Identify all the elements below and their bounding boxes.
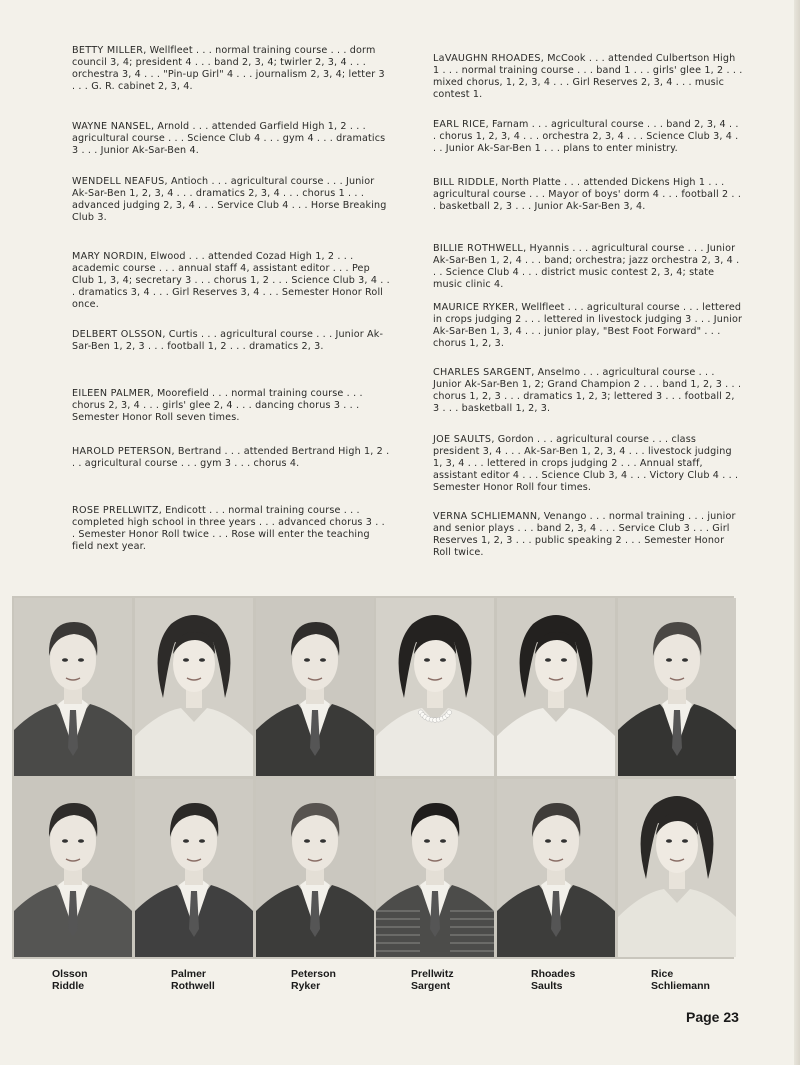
biography-entry <box>433 367 743 415</box>
student-name: WENDELL NEAFUS <box>72 176 165 187</box>
biography-entry <box>433 53 743 101</box>
biography-entry <box>433 511 743 559</box>
student-name: EARL RICE <box>433 119 486 130</box>
biography-entry <box>433 302 743 350</box>
student-portrait <box>14 779 132 957</box>
student-portrait <box>497 779 615 957</box>
caption-name: Schliemann <box>651 980 710 992</box>
student-portrait <box>376 779 494 957</box>
portrait-caption <box>52 968 88 992</box>
caption-name: Rice <box>651 968 674 980</box>
student-name: MARY NORDIN <box>72 251 144 262</box>
student-name: VERNA SCHLIEMANN <box>433 511 538 522</box>
student-name: BETTY MILLER <box>72 45 144 56</box>
student-portrait <box>618 779 736 957</box>
caption-name: Ryker <box>291 980 321 992</box>
student-portrait <box>256 779 374 957</box>
student-activities: , Bertrand . . . attended Bertrand High 1, 2 . . . agricultural course . . . gym 3 . . . chorus 4. <box>72 446 390 469</box>
student-name: WAYNE NANSEL <box>72 121 151 132</box>
portrait-caption <box>651 968 710 992</box>
student-name: HAROLD PETERSON <box>72 446 172 457</box>
student-activities: , McCook . . . attended Culbertson High 1 . . . normal training course . . . band 1 . . . girls' glee 1, 2 . . . mixed chorus, 1, 2, 3, 4 . . . Girl Reserves 2, 3, 4 . . . music contest 1. <box>433 53 743 100</box>
biography-entry <box>433 434 743 494</box>
student-activities: , Gordon . . . agricultural course . . . class president 3, 4 . . . Ak-Sar-Ben 1, 2, 3, 4 . . . livestock judging 1, 3, 4 . . . lettered in crops judging 2 . . . Annual staff, assistant editor 4 . . . Science Club 3, 4 . . . Victory Club 4 . . . Semester Honor Roll four times. <box>433 434 739 493</box>
caption-name: Palmer <box>171 968 207 980</box>
student-name: BILLIE ROTHWELL <box>433 243 524 254</box>
page-number: Page 23 <box>686 1009 739 1025</box>
student-portrait <box>376 598 494 776</box>
student-activities: , Endicott . . . normal training course . . . completed high school in three years . . . advanced chorus 3 . . . Semester Honor Roll twice . . . Rose will enter the teaching field next year. <box>72 505 385 552</box>
student-activities: , Curtis . . . agricultural course . . . Junior Ak-Sar-Ben 1, 2, 3 . . . football 1, 2 . . . dramatics 2, 3. <box>72 329 384 352</box>
student-name: JOE SAULTS <box>433 434 492 445</box>
biography-entry <box>72 505 390 553</box>
caption-name: Riddle <box>52 980 85 992</box>
portrait-caption <box>531 968 575 992</box>
caption-name: Olsson <box>52 968 88 980</box>
caption-name: Saults <box>531 980 563 992</box>
caption-name: Prellwitz <box>411 968 454 980</box>
student-activities: , Wellfleet . . . agricultural course . . . lettered in crops judging 2 . . . lettered in livestock judging 3 . . . Junior Ak-Sar-Ben 1, 3, 4 . . . junior play, "Best Foot Forward" . . . chorus 1, 2, 3. <box>433 302 743 349</box>
biography-entry <box>433 119 743 155</box>
student-portrait <box>256 598 374 776</box>
student-portrait <box>618 598 736 776</box>
student-portrait <box>14 598 132 776</box>
student-name: MAURICE RYKER <box>433 302 515 313</box>
portrait-grid <box>12 596 734 959</box>
page-edge <box>794 0 800 1065</box>
student-name: DELBERT OLSSON <box>72 329 163 340</box>
biography-entry <box>72 446 390 470</box>
student-portrait <box>135 779 253 957</box>
student-name: EILEEN PALMER <box>72 388 151 399</box>
student-activities: , Arnold . . . attended Garfield High 1, 2 . . . agricultural course . . . Science Club 4 . . . gym 4 . . . dramatics 3 . . . Junior Ak-Sar-Ben 4. <box>72 121 386 156</box>
student-name: ROSE PRELLWITZ <box>72 505 159 516</box>
caption-name: Sargent <box>411 980 451 992</box>
student-portrait <box>497 598 615 776</box>
student-name: CHARLES SARGENT <box>433 367 532 378</box>
portrait-caption <box>171 968 215 992</box>
biography-entry <box>72 45 390 93</box>
caption-name: Peterson <box>291 968 336 980</box>
student-activities: , Antioch . . . agricultural course . . . Junior Ak-Sar-Ben 1, 2, 3, 4 . . . dramatics 2, 3, 4 . . . chorus 1 . . . advanced judging 2, 3, 4 . . . Service Club 4 . . . Horse Breaking Club 3. <box>72 176 387 223</box>
portrait-caption <box>291 968 336 992</box>
student-activities: , Farnam . . . agricultural course . . . band 2, 3, 4 . . . chorus 1, 2, 3, 4 . . . orchestra 2, 3, 4 . . . Science Club 3, 4 . . . Junior Ak-Sar-Ben 1 . . . plans to enter ministry. <box>433 119 739 154</box>
biography-entry <box>72 121 390 157</box>
student-name: BILL RIDDLE <box>433 177 496 188</box>
student-name: LaVAUGHN RHOADES <box>433 53 541 64</box>
biography-entry <box>72 176 390 224</box>
biography-entry <box>433 177 743 213</box>
biography-entry <box>433 243 743 291</box>
student-activities: , Moorefield . . . normal training course . . . chorus 2, 3, 4 . . . girls' glee 2, 4 . . . dancing chorus 3 . . . Semester Honor Roll seven times. <box>72 388 363 423</box>
student-activities: , Venango . . . normal training . . . junior and senior plays . . . band 2, 3, 4 . . . Service Club 3 . . . Girl Reserves 1, 2, 3 . . . public speaking 2 . . . Semester Honor Roll twice. <box>433 511 736 558</box>
biography-entry <box>72 251 390 311</box>
portrait-caption <box>411 968 454 992</box>
student-activities: , Elwood . . . attended Cozad High 1, 2 . . . academic course . . . annual staff 4, assistant editor . . . Pep Club 1, 3, 4; secretary 3 . . . chorus 1, 2 . . . Science Club 3, 4 . . . dramatics 3, 4 . . . Girl Reserves 3, 4 . . . Semester Honor Roll once. <box>72 251 390 310</box>
biography-entry <box>72 388 390 424</box>
student-activities: , Hyannis . . . agricultural course . . . Junior Ak-Sar-Ben 1, 2, 4 . . . band; orchestra; jazz orchestra 2, 3, 4 . . . Science Club 4 . . . district music contest 2, 3, 4; state music clinic 4. <box>433 243 740 290</box>
student-activities: , Anselmo . . . agricultural course . . . Junior Ak-Sar-Ben 1, 2; Grand Champion 2 . . . band 1, 2, 3 . . . chorus 1, 2, 3 . . . dramatics 1, 2, 3; lettered 3 . . . football 2, 3 . . . basketball 1, 2, 3. <box>433 367 742 414</box>
student-portrait <box>135 598 253 776</box>
student-activities: , North Platte . . . attended Dickens High 1 . . . agricultural course . . . Mayor of boys' dorm 4 . . . football 2 . . . basketball 2, 3 . . . Junior Ak-Sar-Ben 3, 4. <box>433 177 742 212</box>
biography-entry <box>72 329 390 353</box>
caption-name: Rhoades <box>531 968 576 980</box>
student-activities: , Wellfleet . . . normal training course . . . dorm council 3, 4; president 4 . . . band 2, 3, 4; twirler 2, 3, 4 . . . orchestra 3, 4 . . . "Pin-up Girl" 4 . . . journalism 2, 3, 4; letter 3 . . . G. R. cabinet 2, 3, 4. <box>72 45 385 92</box>
caption-name: Rothwell <box>171 980 215 992</box>
